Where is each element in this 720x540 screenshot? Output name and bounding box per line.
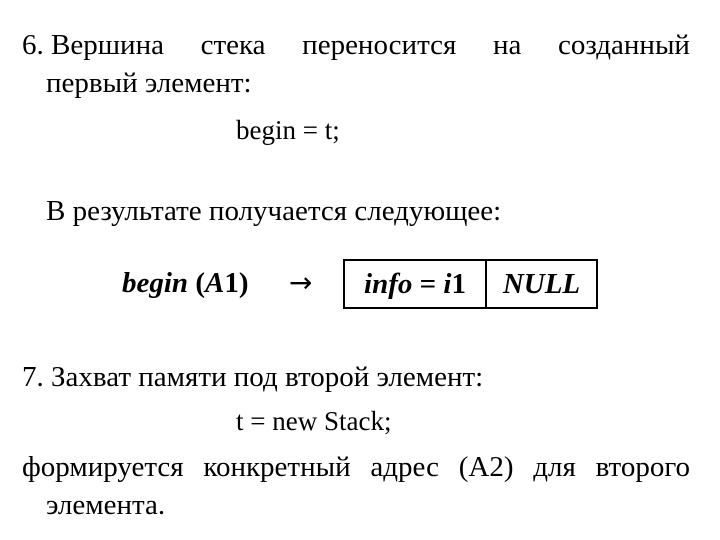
info-field-name: info <box>364 267 413 300</box>
null-pointer: NULL <box>502 267 581 300</box>
word: стека <box>200 29 266 61</box>
word: переносится <box>302 29 457 61</box>
step7-line3 <box>22 450 690 484</box>
step7-line1: 7. Захват памяти под второй элемент: <box>22 361 484 393</box>
word: на <box>492 29 522 61</box>
word: для <box>533 451 576 483</box>
step6-line1 <box>22 28 690 62</box>
word: формируется <box>22 451 184 483</box>
node-info-cell <box>345 261 487 307</box>
word: созданный <box>557 29 690 61</box>
word: (A2) <box>458 451 514 483</box>
step7-line4: элемента. <box>46 489 166 521</box>
result-text: В результате получается следующее: <box>46 195 502 227</box>
word: 6. Вершина <box>22 29 164 61</box>
info-eq: = <box>412 267 444 300</box>
begin-pointer-label <box>122 266 249 300</box>
step6-line2: первый элемент: <box>46 67 252 99</box>
begin-var: begin <box>122 267 189 299</box>
info-value-letter: i <box>443 267 452 300</box>
step7-code: t = new Stack; <box>236 406 392 436</box>
right-arrow-icon: → <box>289 266 313 299</box>
word: второго <box>595 451 690 483</box>
node-next-cell <box>487 261 596 307</box>
word: конкретный <box>203 451 351 483</box>
word: адрес <box>370 451 439 483</box>
paren-close: ) <box>238 267 249 299</box>
paren-open: ( <box>188 267 205 299</box>
step6-code: begin = t; <box>236 115 340 145</box>
address-number: 1 <box>224 267 239 299</box>
address-letter: A <box>204 267 225 299</box>
stack-node <box>343 259 598 309</box>
info-value-number: 1 <box>451 267 466 300</box>
